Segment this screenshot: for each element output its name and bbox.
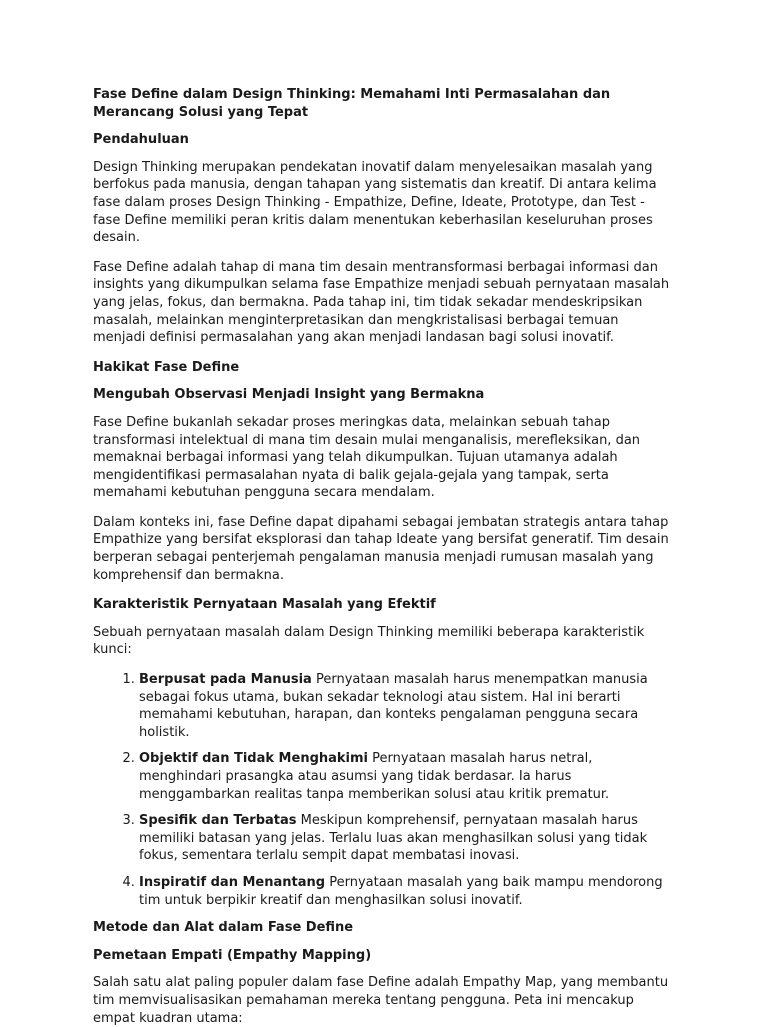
karakteristik-list [93,671,675,909]
list-item [139,750,675,803]
list-item-text: Pernyataan masalah yang baik mampu mendorong tim untuk berpikir kreatif dan menghasilkan solusi inovatif. [139,874,663,908]
list-item-text: Meskipun komprehensif, pernyataan masalah harus memiliki batasan yang jelas. Terlalu luas akan menghasilkan solusi yang tidak fokus, sementara terlalu sempit dapat membatasi inovasi. [139,813,648,864]
heading-hakikat: Hakikat Fase Define [93,359,240,375]
list-item-term: Spesifik dan Terbatas [139,813,297,829]
list-item-text: Pernyataan masalah harus netral, menghindari prasangka atau asumsi yang tidak berdasar. Ia harus menggambarkan realitas tanpa memberikan solusi atau kritik prematur. [139,751,610,802]
list-item [139,874,675,909]
paragraph-hakikat-2: Dalam konteks ini, fase Define dapat dipahami sebagai jembatan strategis antara tahap Empathize yang bersifat eksplorasi dan tahap Ideate yang bersifat generatif. Tim desain berperan sebagai penterjemah pengalaman manusia menjadi rumusan masalah yang komprehensif dan bermakna. [93,514,669,583]
heading-pendahuluan: Pendahuluan [93,132,189,148]
paragraph-metode-1: Salah satu alat paling populer dalam fase Define adalah Empathy Map, yang membantu tim memvisualisasikan pemahaman mereka tentang pengguna. Peta ini mencakup empat kuadran utama: [93,975,669,1026]
paragraph-pendahuluan-1: Design Thinking merupakan pendekatan inovatif dalam menyelesaikan masalah yang berfokus pada manusia, dengan tahapan yang sistematis dan kreatif. Di antara kelima fase dalam proses Design Thinking - Empathize, Define, Ideate, Prototype, dan Test - fase Define memiliki peran kritis dalam menentukan keberhasilan keseluruhan proses desain. [93,159,657,246]
document-title: Fase Define dalam Design Thinking: Memahami Inti Permasalahan dan Merancang Solusi yang Tepat [93,87,611,120]
heading-karakteristik: Karakteristik Pernyataan Masalah yang Efektif [93,597,436,613]
list-item-term: Inspiratif dan Menantang [139,874,326,890]
list-item-term: Berpusat pada Manusia [139,672,312,688]
heading-metode: Metode dan Alat dalam Fase Define [93,920,354,936]
subheading-hakikat: Mengubah Observasi Menjadi Insight yang Bermakna [93,387,485,403]
paragraph-pendahuluan-2: Fase Define adalah tahap di mana tim desain mentransformasi berbagai informasi dan insights yang dikumpulkan selama fase Empathize menjadi sebuah pernyataan masalah yang jelas, fokus, dan bermakna. Pada tahap ini, tim tidak sekadar mendeskripsikan masalah, melainkan menginterpretasikan dan mengkristalisasi berbagai temuan menjadi definisi permasalahan yang akan menjadi landasan bagi solusi inovatif. [93,259,670,346]
list-item [139,671,675,741]
list-item [139,812,675,865]
paragraph-karakteristik-intro: Sebuah pernyataan masalah dalam Design Thinking memiliki beberapa karakteristik kunci: [93,624,645,658]
subheading-metode: Pemetaan Empati (Empathy Mapping) [93,947,372,963]
list-item-term: Objektif dan Tidak Menghakimi [139,751,369,767]
paragraph-hakikat-1: Fase Define bukanlah sekadar proses meringkas data, melainkan sebuah tahap transformasi intelektual di mana tim desain mulai menganalisis, merefleksikan, dan memaknai berbagai informasi yang telah dikumpulkan. Tujuan utamanya adalah mengidentifikasi permasalahan nyata di balik gejala-gejala yang tampak, serta memahami kebutuhan pengguna secara mendalam. [93,414,641,501]
list-item-text: Pernyataan masalah harus menempatkan manusia sebagai fokus utama, bukan sekadar teknologi atau sistem. Hal ini berarti memahami kebutuhan, harapan, dan konteks pengalaman pengguna secara holistik. [139,672,648,740]
